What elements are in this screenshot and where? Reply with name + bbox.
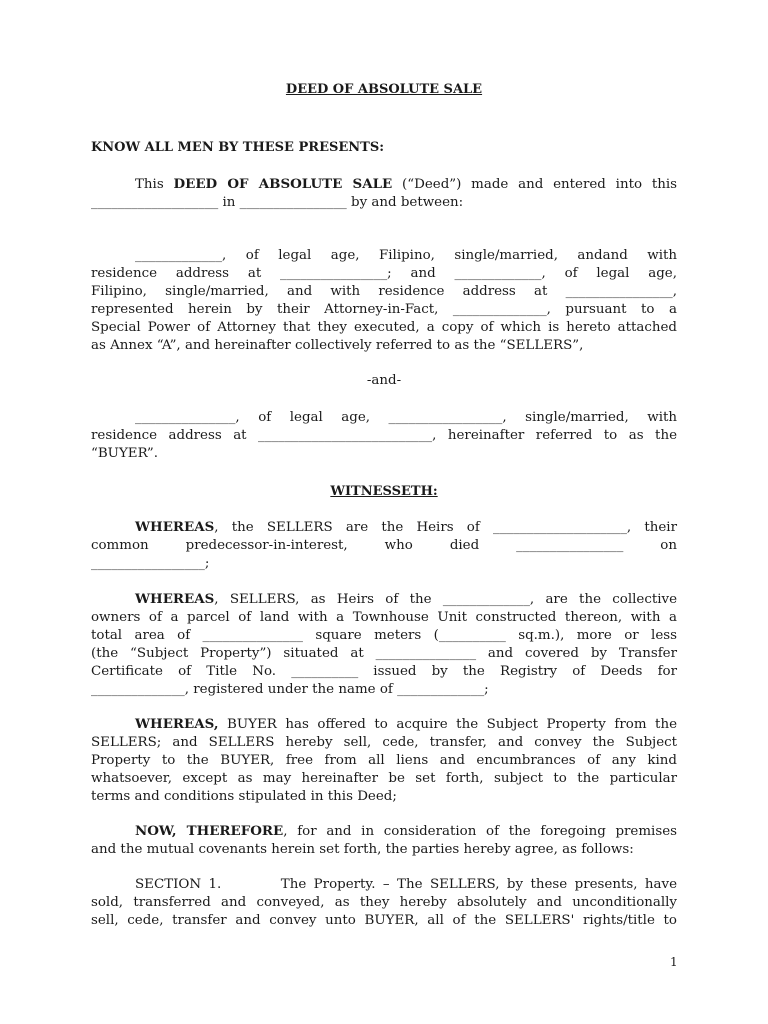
whereas-property-paragraph [91, 590, 677, 699]
whereas-buyer-offer-paragraph [91, 715, 677, 806]
whereas-bold: WHEREAS [135, 519, 215, 535]
know-all-heading: KNOW ALL MEN BY THESE PRESENTS: [91, 140, 385, 155]
whereas-line: (the “Subject Property”) situated at _______________ and covered by Transfer [91, 646, 677, 661]
now-therefore-paragraph [91, 822, 677, 859]
page-number: 1 [670, 955, 678, 969]
buyer-line: _______________, of legal age, _________________, single/married, with [135, 410, 677, 425]
section-1-paragraph [91, 876, 677, 930]
sellers-line: residence address at ________________; and _____________, of legal age, [91, 266, 677, 281]
whereas-line: SELLERS; and SELLERS hereby sell, cede, transfer, and convey the Subject [91, 735, 677, 750]
whereas-line: total area of _______________ square meters (__________ sq.m.), more or less [91, 628, 677, 643]
whereas-heirs-paragraph [91, 518, 677, 573]
section-1-line: SECTION 1. The Property. – The SELLERS, by these presents, have [135, 877, 677, 892]
sellers-line: _____________, of legal age, Filipino, single/married, andand with [135, 248, 677, 263]
whereas-line [91, 518, 677, 537]
intro-text-c: (“Deed”) made and entered into this [392, 177, 677, 192]
whereas-line: whatsoever, except as may hereinafter be set forth, subject to the particular [91, 771, 677, 786]
whereas-bold: WHEREAS, [135, 716, 219, 732]
whereas-text: , the SELLERS are the Heirs of ____________________, their [214, 520, 677, 535]
whereas-line: ______________, registered under the name of _____________; [91, 682, 489, 697]
buyer-line: “BUYER”. [91, 446, 159, 461]
section-1-line: sell, cede, transfer and convey unto BUYER, all of the SELLERS' rights/title to [91, 913, 677, 928]
whereas-line: owners of a parcel of land with a Townhouse Unit constructed thereon, with a [91, 610, 677, 625]
intro-text-a: This [135, 177, 174, 192]
buyer-line: residence address at __________________________, hereinafter referred to as the [91, 428, 677, 443]
buyer-paragraph [91, 409, 677, 463]
witnesseth-heading: WITNESSETH: [330, 484, 438, 499]
intro-line-1 [91, 175, 677, 194]
whereas-line: Property to the BUYER, free from all liens and encumbrances of any kind [91, 753, 677, 768]
sellers-paragraph [91, 247, 677, 355]
whereas-line: _________________; [91, 556, 210, 571]
whereas-line [91, 715, 677, 734]
sellers-line: Special Power of Attorney that they executed, a copy of which is hereto attached [91, 320, 677, 335]
now-therefore-line [91, 822, 677, 841]
whereas-line: terms and conditions stipulated in this Deed; [91, 789, 397, 804]
whereas-text: , SELLERS, as Heirs of the _____________, are the collective [214, 592, 677, 607]
sellers-line: as Annex “A”, and hereinafter collectively referred to as the “SELLERS”, [91, 338, 584, 353]
sellers-line: Filipino, single/married, and with residence address at ________________, [91, 284, 677, 299]
now-therefore-line: and the mutual covenants herein set forth, the parties hereby agree, as follows: [91, 842, 634, 857]
whereas-line: Certificate of Title No. __________ issued by the Registry of Deeds for [91, 664, 677, 679]
section-1-line: sold, transferred and conveyed, as they hereby absolutely and unconditionally [91, 895, 677, 910]
whereas-bold: WHEREAS [135, 591, 215, 607]
intro-deed-bold: DEED OF ABSOLUTE SALE [173, 176, 393, 192]
intro-paragraph [91, 175, 677, 212]
whereas-line [91, 590, 677, 609]
whereas-line: common predecessor-in-interest, who died ________________ on [91, 538, 677, 553]
whereas-text: BUYER has offered to acquire the Subject Property from the [218, 717, 677, 732]
and-separator: -and- [366, 373, 402, 388]
sellers-line: represented herein by their Attorney-in-Fact, ______________, pursuant to a [91, 302, 677, 317]
intro-line-2: ___________________ in ________________ by and between: [91, 195, 464, 210]
now-therefore-bold: NOW, THEREFORE [135, 823, 284, 839]
document-title: DEED OF ABSOLUTE SALE [285, 82, 483, 97]
now-therefore-text: , for and in consideration of the foregoing premises [283, 824, 678, 839]
